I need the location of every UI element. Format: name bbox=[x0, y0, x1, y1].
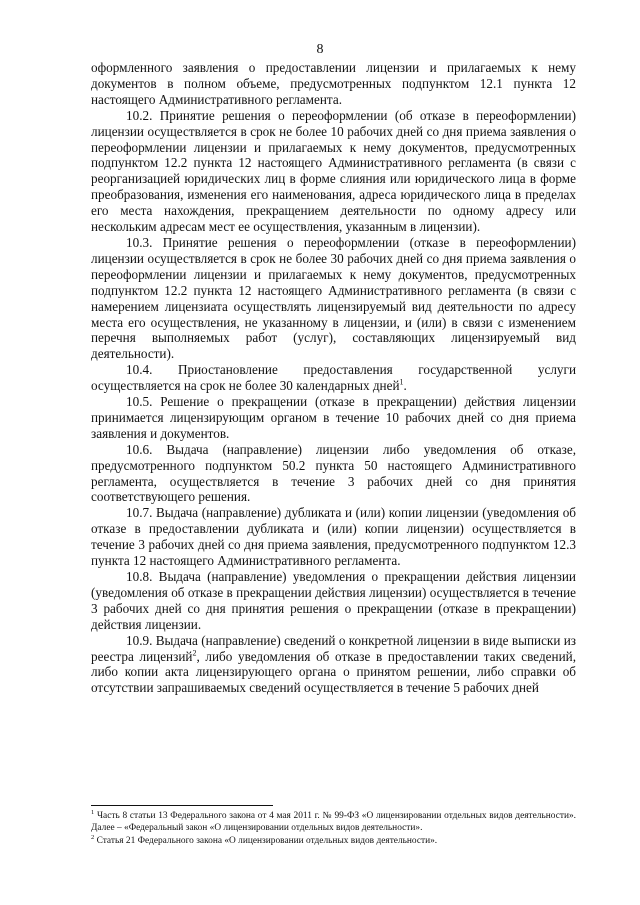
paragraph-10-5: 10.5. Решение о прекращении (отказе в прекращении) действия лицензии принимается лицензирующим органом в течение 10 рабочих дней со дня приема заявления и документов. bbox=[91, 394, 576, 441]
paragraph-10-3: 10.3. Принятие решения о переоформлении (отказе в переоформлении) лицензии осуществляется в срок не более 30 рабочих дней со дня приема заявления о переоформлении лицензии и прилагаемых к нему документов, предусмотренных подпунктом 12.2 пункта 12 настоящего Административного регламента (в связи с намерением лицензиата осуществлять лицензируемый вид деятельности по адресу места его осуществления, не указанному в лицензии, и (или) в связи с изменением перечня выполняемых работ (услуг), составляющих лицензируемый вид деятельности). bbox=[91, 234, 576, 362]
paragraph-10-8: 10.8. Выдача (направление) уведомления о прекращении действия лицензии (уведомления об отказе в прекращении действия лицензии) осуществляется в течение 3 рабочих дней со дня принятия решения о прекращении (отказе в прекращении) действия лицензии. bbox=[91, 569, 576, 632]
footnote-ref-2: 2 bbox=[192, 648, 197, 658]
page-number: 8 bbox=[316, 42, 324, 57]
footnote-ref-1: 1 bbox=[399, 377, 404, 387]
paragraph-10-4 bbox=[91, 362, 576, 394]
footnotes bbox=[91, 810, 576, 847]
paragraph-10-6: 10.6. Выдача (направление) лицензии либо уведомления об отказе, предусмотренного подпунктом 50.2 пункта 50 настоящего Административного регламента, осуществляется в течение 3 рабочих дней со дня принятия соответствующего решения. bbox=[91, 441, 576, 505]
footnote-2 bbox=[91, 835, 576, 847]
paragraph-10-9 bbox=[91, 633, 576, 697]
paragraph-continuation: оформленного заявления о предоставлении лицензии и прилагаемых к нему документов в полном объеме, предусмотренных подпунктом 12.1 пункта 12 настоящего Административного регламента. bbox=[91, 60, 576, 107]
footnote-mark-1: 1 bbox=[91, 808, 95, 816]
paragraph-10-9-rest: , либо уведомления об отказе в предоставлении таких сведений, либо копии акта лицензирующего органа о принятом решении, либо справки об отсутствии запрашиваемых сведений осуществляется в течение 5 рабочих дней bbox=[91, 648, 576, 696]
paragraph-10-9-text: 10.9. Выдача (направление) сведений о конкретной лицензии в виде выписки из реестра лицензий bbox=[91, 632, 576, 664]
footnote-mark-2: 2 bbox=[91, 833, 95, 841]
footnote-1-text: Часть 8 статьи 13 Федерального закона от 4 мая 2011 г. № 99-ФЗ «О лицензировании отдельных видов деятельности». Далее – «Федеральный закон «О лицензировании отдельных видов деятельности». bbox=[91, 811, 576, 834]
paragraph-10-4-text: 10.4. Приостановление предоставления государственной услуги осуществляется на срок не более 30 календарных дней bbox=[91, 362, 576, 394]
paragraph-10-7: 10.7. Выдача (направление) дубликата и (или) копии лицензии (уведомления об отказе в предоставлении дубликата и (или) копии лицензии) осуществляется в течение 3 рабочих дней со дня приема заявления, предусмотренного подпунктом 12.3 пункта 12 настоящего Административного регламента. bbox=[91, 505, 576, 569]
paragraph-10-4-end: . bbox=[403, 378, 407, 394]
body-text bbox=[91, 60, 576, 696]
footnote-1 bbox=[91, 810, 576, 835]
paragraph-10-2: 10.2. Принятие решения о переоформлении (об отказе в переоформлении) лицензии осуществляется в срок не более 10 рабочих дней со дня приема заявления о переоформлении лицензии и прилагаемых к нему документов, предусмотренных подпунктом 12.2 пункта 12 настоящего Административного регламента (в связи с реорганизацией юридических лиц в форме слияния или юридического лица в форме преобразования, изменения его наименования, адреса юридического лица в пределах его места нахождения, прекращением деятельности по одному адресу или нескольким адресам мест ее осуществления, указанным в лицензии). bbox=[91, 107, 576, 235]
footnote-2-text: Статья 21 Федерального закона «О лицензировании отдельных видов деятельности». bbox=[94, 835, 438, 846]
footnote-divider bbox=[91, 805, 273, 806]
